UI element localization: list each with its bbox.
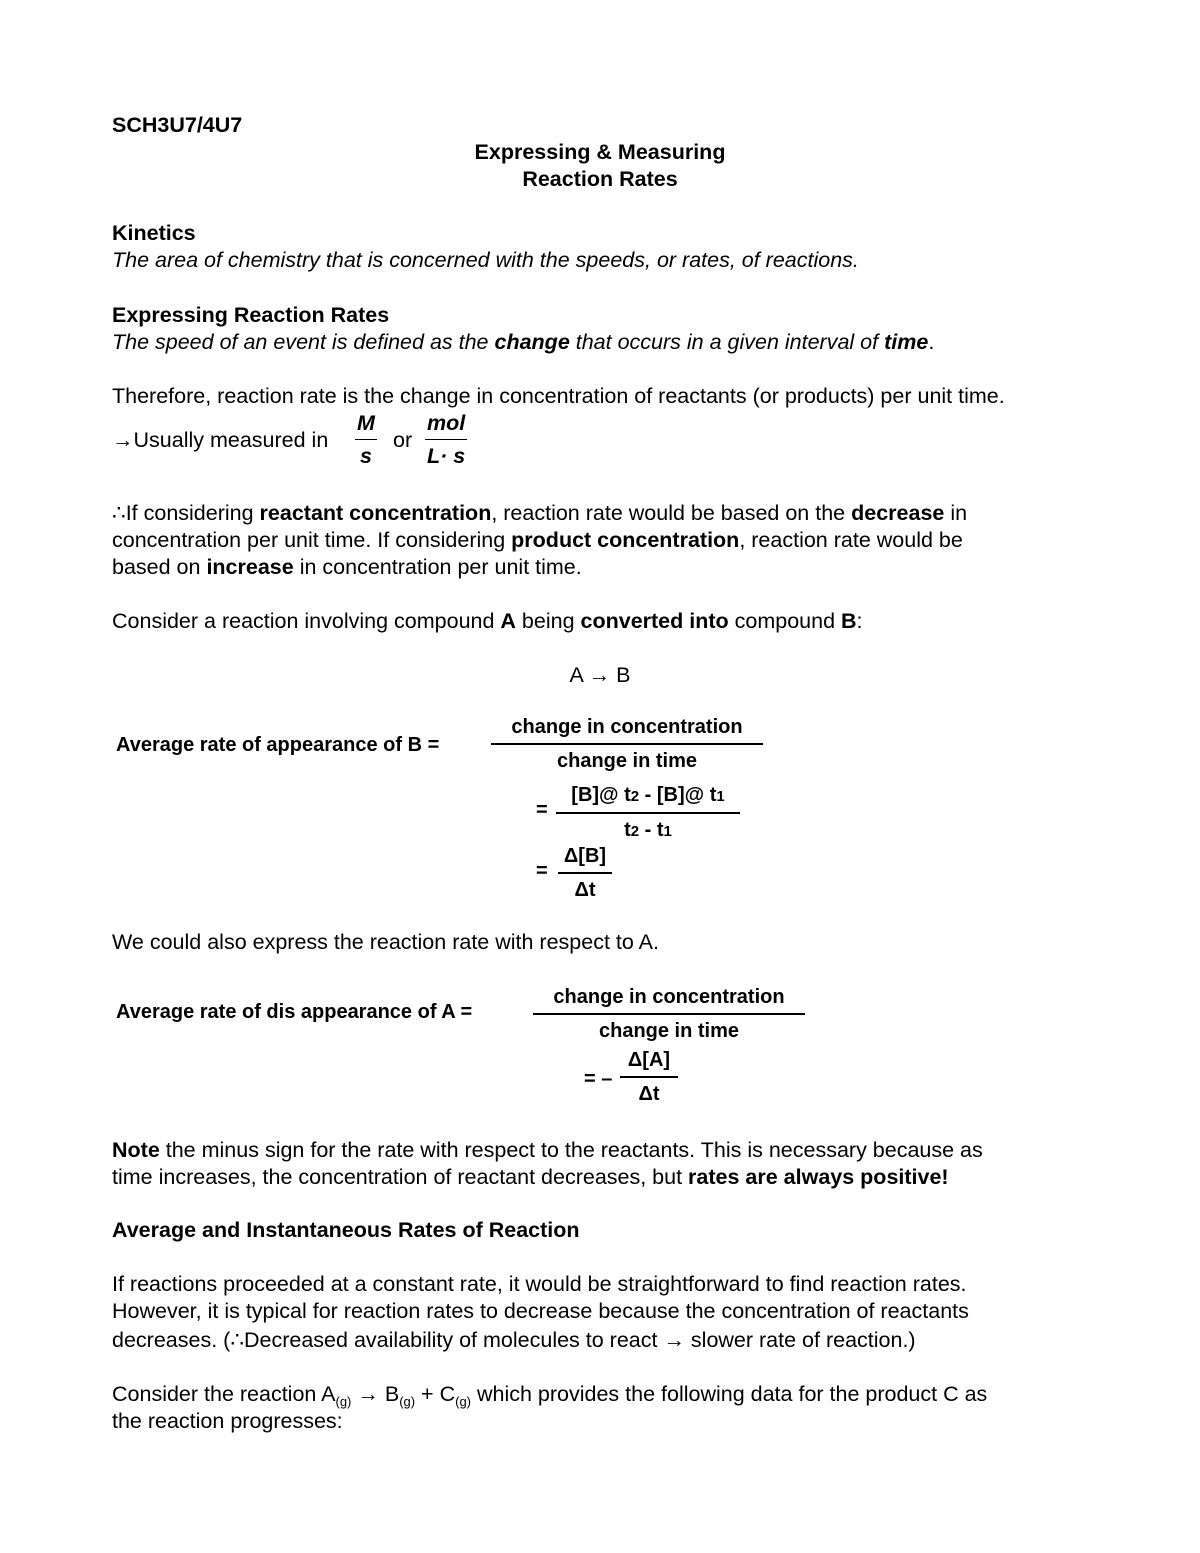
considering-text: concentration per unit time. If considering [112, 528, 512, 552]
consider-abc-text: + C [415, 1382, 456, 1406]
rate-b-numerator-1: change in concentration [491, 714, 763, 745]
avg-inst-text: Decreased availability of molecules to react [244, 1328, 664, 1352]
consider-a-to-b [112, 608, 863, 635]
rate-b-denominator-2 [556, 814, 740, 845]
note-text: the minus sign for the rate with respect to the reactants. This is necessary because as [159, 1138, 983, 1162]
avg-inst-line-2: However, it is typical for reaction rates to decrease because the concentration of reactants [112, 1299, 969, 1323]
rate-b-den2-text: - t [639, 819, 664, 841]
unit-1-denominator: s [359, 444, 372, 468]
therefore-symbol: ∴ [112, 501, 126, 525]
speed-def-time: time [884, 330, 929, 354]
rate-a-denominator-1: change in time [598, 1020, 740, 1042]
consider-abc-line-2: the reaction progresses: [112, 1409, 343, 1433]
avg-inst-text: slower rate of reaction.) [684, 1328, 916, 1352]
rate-b-fraction-2 [556, 782, 740, 845]
avg-inst-line-3 [112, 1327, 916, 1354]
wrt-a-sentence: We could also express the reaction rate with respect to A. [112, 930, 659, 954]
state-subscript: (g) [335, 1394, 352, 1409]
rate-a-label: Average rate of dis appearance of A = [116, 1001, 473, 1023]
rate-b-numerator-2 [556, 782, 740, 814]
rate-b-denominator-3: Δt [574, 879, 596, 901]
rate-b-den2-index: 2 [630, 823, 640, 840]
therefore-symbol: ∴ [230, 1328, 244, 1352]
speed-def-part-1: The speed of an event is defined as the [112, 330, 495, 354]
rate-b-den2-text: t [624, 819, 631, 841]
rate-a-denominator-2: Δt [638, 1083, 660, 1105]
rate-b-num2-text: [B]@ t [571, 784, 631, 806]
rate-b-den2-index: 1 [663, 823, 672, 840]
speed-def-part-3: . [928, 330, 935, 354]
page-title-line-2: Reaction Rates [522, 167, 678, 191]
rate-a-fraction-2 [620, 1047, 678, 1108]
converted-into-term: converted into [580, 609, 729, 633]
avg-inst-text: decreases. ( [112, 1328, 231, 1352]
right-arrow-icon: → [112, 428, 134, 452]
kinetics-definition: The area of chemistry that is concerned with the speeds, or rates, of reactions. [112, 248, 859, 272]
rate-b-numerator-3: Δ[B] [558, 843, 612, 874]
usually-measured [112, 427, 328, 454]
rates-positive-term: rates are always positive! [688, 1165, 949, 1189]
rate-b-denominator-1: change in time [556, 750, 698, 772]
course-code: SCH3U7/4U7 [112, 113, 243, 137]
consider-abc-text: Consider the reaction A [112, 1382, 336, 1406]
rate-b-num2-text: - [B]@ t [639, 784, 717, 806]
rate-a-fraction-1 [533, 984, 805, 1045]
considering-text: , reaction rate would be based on the [491, 501, 852, 525]
considering-line-3 [112, 554, 582, 581]
consider-text: : [856, 609, 863, 633]
considering-text: based on [112, 555, 207, 579]
rate-b-fraction-3 [558, 843, 612, 904]
unit-or: or [393, 428, 413, 452]
consider-abc-text: which provides the following data for the product C as [471, 1382, 988, 1406]
consider-text: Consider a reaction involving compound [112, 609, 501, 633]
equals-sign: = [536, 860, 548, 882]
unit-molar-per-second [355, 410, 377, 470]
considering-text: , reaction rate would be [739, 528, 963, 552]
rate-a-numerator-2: Δ[A] [620, 1047, 678, 1078]
rate-b-fraction-1 [491, 714, 763, 775]
considering-text: in [944, 501, 968, 525]
consider-text: compound [728, 609, 842, 633]
consider-abc-text: B [384, 1382, 400, 1406]
therefore-sentence: Therefore, reaction rate is the change in concentration of reactants (or products) per unit time. [112, 384, 1005, 408]
reactant-concentration-term: reactant concentration [259, 501, 492, 525]
considering-line-1 [112, 500, 967, 527]
unit-2-denominator: L· s [427, 444, 466, 468]
compound-b: B [841, 609, 857, 633]
unit-mol-per-liter-second [425, 410, 467, 470]
reaction-a-to-b: A → B [569, 663, 631, 687]
avg-inst-heading: Average and Instantaneous Rates of Reaction [112, 1218, 580, 1242]
usually-measured-label: Usually measured in [133, 428, 329, 452]
note-line-1 [112, 1137, 983, 1164]
considering-line-2 [112, 527, 963, 554]
unit-2-numerator: mol [425, 410, 467, 440]
rate-b-label: Average rate of appearance of B = [116, 734, 440, 756]
compound-a: A [500, 609, 516, 633]
product-concentration-term: product concentration [511, 528, 740, 552]
rate-b-num2-index: 2 [630, 788, 640, 805]
equals-sign: = [536, 799, 548, 821]
rate-a-numerator-1: change in concentration [533, 984, 805, 1015]
speed-definition [112, 329, 934, 356]
considering-text: in concentration per unit time. [293, 555, 582, 579]
note-text: time increases, the concentration of reactant decreases, but [112, 1165, 689, 1189]
speed-def-change: change [494, 330, 570, 354]
considering-text: If considering [125, 501, 260, 525]
note-label: Note [112, 1138, 160, 1162]
speed-def-part-2: that occurs in a given interval of [569, 330, 885, 354]
decrease-term: decrease [851, 501, 945, 525]
page-title-line-1: Expressing & Measuring [474, 140, 726, 164]
state-subscript: (g) [399, 1394, 416, 1409]
unit-1-numerator: M [355, 410, 377, 440]
expressing-heading: Expressing Reaction Rates [112, 303, 390, 327]
state-subscript: (g) [455, 1394, 471, 1409]
consider-text: being [515, 609, 581, 633]
right-arrow-icon: → [351, 1382, 385, 1406]
increase-term: increase [206, 555, 294, 579]
avg-inst-line-1: If reactions proceeded at a constant rate, it would be straightforward to find reaction rates. [112, 1272, 967, 1296]
right-arrow-icon: → [663, 1328, 685, 1352]
kinetics-heading: Kinetics [112, 221, 196, 245]
equals-minus-sign: = – [584, 1068, 613, 1090]
rate-b-num2-index: 1 [716, 788, 725, 805]
note-line-2 [112, 1164, 949, 1191]
